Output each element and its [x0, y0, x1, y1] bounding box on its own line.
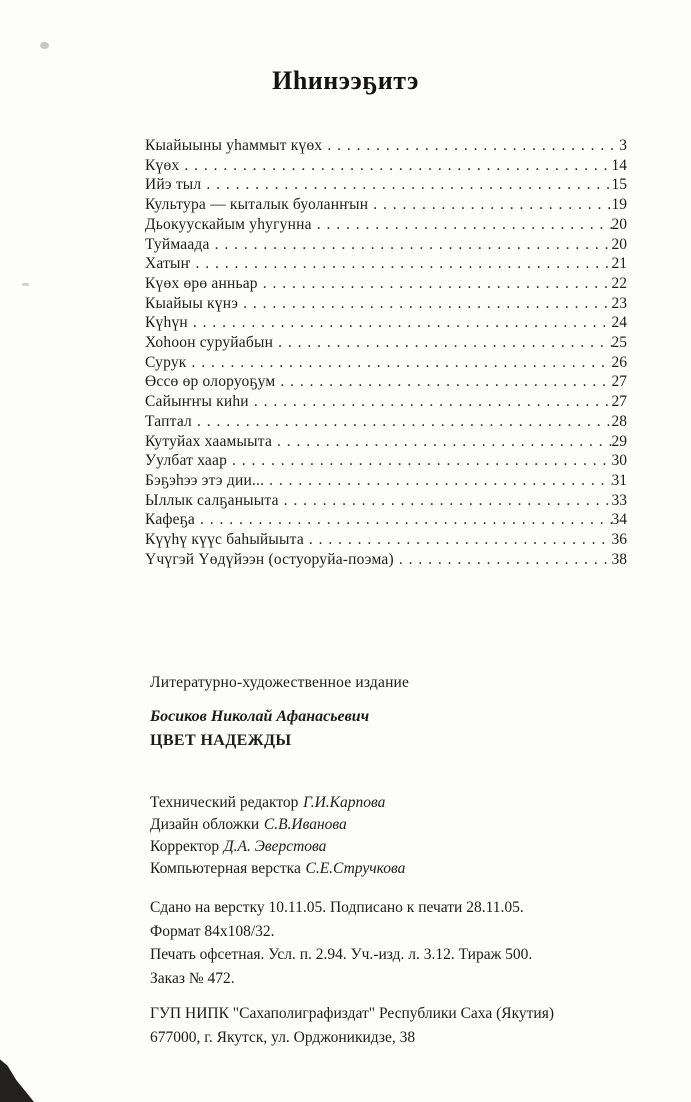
dot-leader — [243, 294, 611, 314]
dot-leader — [373, 195, 611, 215]
toc-row — [145, 471, 627, 491]
scan-artifact-dash — [22, 283, 29, 286]
toc-row — [145, 451, 627, 471]
dot-leader — [254, 392, 612, 412]
toc-entry-title: Культура — кыталык буоланҥын — [145, 196, 369, 214]
toc-page-number: 23 — [611, 294, 627, 312]
print-info-line: Сдано на верстку 10.11.05. Подписано к печати 28.11.05. — [150, 899, 524, 917]
credit-name: Д.А. Эверстова — [223, 838, 327, 856]
toc-row — [145, 274, 627, 294]
publisher-line: 677000, г. Якутск, ул. Орджоникидзе, 38 — [150, 1028, 416, 1046]
toc-row — [145, 136, 627, 156]
toc-entry-title: Күөх — [145, 156, 180, 174]
dot-leader — [317, 215, 612, 235]
toc-page-number: 21 — [611, 255, 627, 273]
toc-page-number: 15 — [611, 176, 627, 194]
toc-page-number: 22 — [611, 274, 627, 292]
toc-entry-title: Күүһү күүс баһыйыыта — [145, 531, 304, 549]
print-info-line: Формат 84х108/32. — [150, 922, 275, 940]
toc-page-number: 20 — [611, 235, 627, 253]
dot-leader — [192, 353, 612, 373]
toc-row — [145, 333, 627, 353]
credit-row — [150, 836, 651, 858]
publisher-block — [150, 1002, 651, 1049]
dot-leader — [193, 313, 612, 333]
credit-name: С.В.Иванова — [263, 816, 347, 834]
toc-entry-title: Хоһоон суруйабын — [145, 334, 274, 352]
credit-role: Корректор — [150, 838, 220, 856]
dot-leader — [232, 451, 611, 471]
toc-entry-title: Күһүн — [145, 314, 188, 332]
credits-block — [150, 792, 651, 880]
dot-leader — [206, 175, 611, 195]
toc-entry-title: Үчүгэй Үөдүйээн (остуоруйа-поэма) — [145, 550, 394, 568]
toc-page-number: 24 — [611, 314, 627, 332]
toc-entry-title: Туймаада — [145, 235, 210, 253]
author-name: Босиков Николай Афанасьевич — [150, 708, 370, 726]
toc-page-number: 27 — [611, 373, 627, 391]
toc-page-number: 26 — [611, 353, 627, 371]
toc-row — [145, 530, 627, 550]
toc-entry-title: Дьокуускайым уһугунна — [145, 215, 312, 233]
toc-row — [145, 491, 627, 511]
credit-name: Г.И.Карпова — [303, 794, 386, 812]
credit-row — [150, 814, 651, 836]
toc-entry-title: Кыайыы күнэ — [145, 294, 239, 312]
toc-page-number: 33 — [611, 491, 627, 509]
colophon — [150, 673, 651, 1049]
toc-entry-title: Күөх өрө анньар — [145, 274, 258, 292]
toc-entry-title: Кыайыыны уһаммыт күөх — [145, 137, 323, 154]
toc-row — [145, 550, 627, 570]
toc-entry-title: Хатыҥ — [145, 255, 191, 273]
dot-leader — [278, 333, 611, 353]
print-info-line: Печать офсетная. Усл. п. 2.94. Уч.-изд. л. 3.12. Тираж 500. — [150, 946, 533, 964]
credit-row — [150, 858, 651, 880]
toc-page-number: 19 — [611, 196, 627, 214]
dot-leader — [200, 510, 611, 530]
publisher-line: ГУП НИПК "Сахаполиграфиздат" Республики Саха (Якутия) — [150, 1005, 555, 1023]
scan-artifact-corner — [0, 1050, 34, 1102]
toc-page-number: 29 — [611, 432, 627, 450]
toc-entry-title: Ыллык салҕаныыта — [145, 491, 279, 509]
toc-row — [145, 313, 627, 333]
toc-page-number: 36 — [611, 531, 627, 549]
dot-leader — [309, 530, 612, 550]
toc-entry-title: Ийэ тыл — [145, 176, 202, 194]
toc-row — [145, 254, 627, 274]
dot-leader — [327, 136, 619, 156]
page-title: Иһинээҕитэ — [272, 66, 419, 95]
credit-role: Технический редактор — [150, 794, 299, 812]
toc-row — [145, 175, 627, 195]
book-title: ЦВЕТ НАДЕЖДЫ — [150, 732, 292, 750]
toc-page-number: 38 — [611, 550, 627, 568]
credit-name: С.Е.Стручкова — [305, 860, 406, 878]
toc-entry-title: Өссө өр олоруоҕум — [145, 373, 276, 391]
edition-type: Литературно-художественное издание — [150, 674, 410, 692]
dot-leader — [269, 471, 611, 491]
dot-leader — [277, 432, 611, 452]
credit-row — [150, 792, 651, 814]
toc-row — [145, 372, 627, 392]
toc-row — [145, 392, 627, 412]
toc-row — [145, 412, 627, 432]
dot-leader — [184, 156, 611, 176]
toc-page-number: 3 — [619, 137, 627, 154]
dot-leader — [399, 550, 612, 570]
toc-entry-title: Кутуйах хаамыыта — [145, 432, 273, 450]
dot-leader — [280, 372, 611, 392]
toc-entry-title: Кафеҕа — [145, 511, 196, 529]
toc-row — [145, 195, 627, 215]
toc-entry-title: Сайыҥҥы киһи — [145, 393, 249, 411]
toc-page-number: 20 — [611, 215, 627, 233]
toc-page-number: 25 — [611, 334, 627, 352]
toc-page-number: 14 — [611, 156, 627, 174]
toc-page-number: 31 — [611, 471, 627, 489]
toc-row — [145, 215, 627, 235]
toc-row — [145, 432, 627, 452]
dot-leader — [215, 235, 612, 255]
dot-leader — [263, 274, 612, 294]
toc-row — [145, 294, 627, 314]
toc-page-number: 34 — [611, 511, 627, 529]
toc-entry-title: Бэҕэһээ этэ дии... — [145, 471, 265, 489]
toc-row — [145, 235, 627, 255]
toc-entry-title: Сурук — [145, 353, 187, 371]
scan-artifact-spot — [40, 42, 49, 49]
credit-role: Дизайн обложки — [150, 816, 260, 834]
dot-leader — [197, 412, 612, 432]
dot-leader — [284, 491, 612, 511]
dot-leader — [196, 254, 612, 274]
print-info-block — [150, 896, 651, 990]
print-info-line: Заказ № 472. — [150, 969, 235, 987]
toc-entry-title: Таптал — [145, 412, 192, 430]
toc-row — [145, 353, 627, 373]
toc-entry-title: Уулбат хаар — [145, 452, 228, 470]
toc-page-number: 30 — [611, 452, 627, 470]
credit-role: Компьютерная верстка — [150, 860, 301, 878]
toc-row — [145, 510, 627, 530]
toc-row — [145, 156, 627, 176]
table-of-contents — [145, 136, 627, 569]
toc-page-number: 27 — [611, 393, 627, 411]
toc-page-number: 28 — [611, 412, 627, 430]
